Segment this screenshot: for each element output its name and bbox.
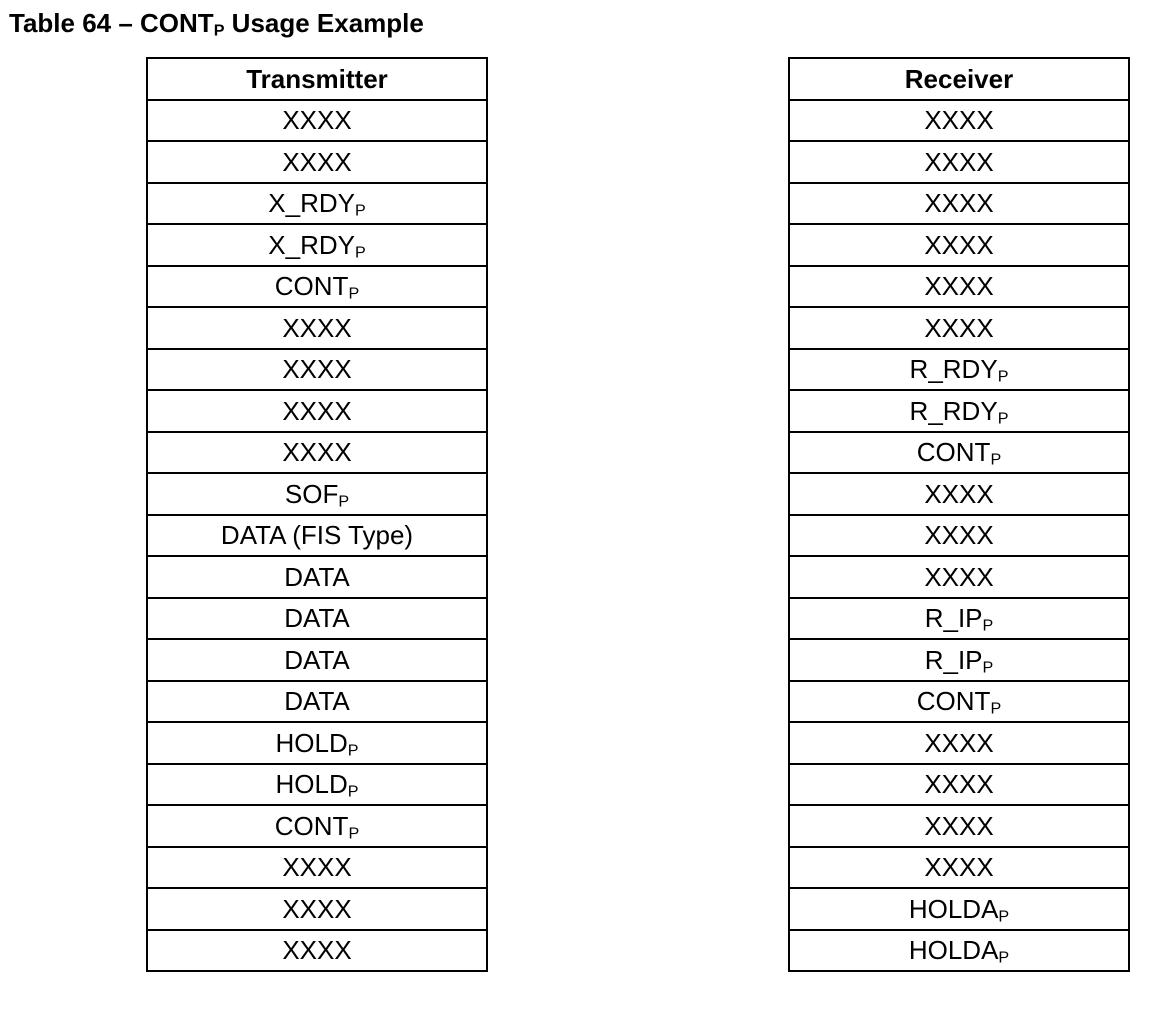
transmitter-cell <box>147 805 487 847</box>
table-caption-prefix: Table 64 – CONT <box>9 8 214 38</box>
transmitter-row <box>147 681 487 723</box>
receiver-row <box>789 141 1129 183</box>
transmitter-row <box>147 473 487 515</box>
receiver-row <box>789 805 1129 847</box>
transmitter-cell-text: XXXX <box>282 105 352 136</box>
transmitter-cell <box>147 930 487 972</box>
receiver-row <box>789 888 1129 930</box>
transmitter-cell <box>147 266 487 308</box>
receiver-cell-text: HOLDA <box>908 893 999 924</box>
transmitter-cell <box>147 141 487 183</box>
receiver-row <box>789 432 1129 474</box>
receiver-cell-text: XXXX <box>924 810 994 841</box>
transmitter-row <box>147 639 487 681</box>
transmitter-row <box>147 183 487 225</box>
receiver-cell-text: R_IP <box>924 644 983 675</box>
transmitter-row <box>147 224 487 266</box>
receiver-cell-subscript: P <box>990 450 1002 469</box>
receiver-cell-subscript: P <box>982 616 994 635</box>
table-caption-subscript: P <box>213 21 225 40</box>
receiver-cell <box>789 598 1129 640</box>
receiver-header-row <box>789 58 1129 100</box>
transmitter-cell-text: DATA <box>284 603 350 634</box>
table-caption <box>9 6 424 40</box>
receiver-cell-subscript: P <box>997 367 1009 386</box>
receiver-row <box>789 764 1129 806</box>
receiver-row <box>789 930 1129 972</box>
receiver-cell-subscript: P <box>990 699 1002 718</box>
receiver-cell <box>789 805 1129 847</box>
receiver-cell-subscript: P <box>997 409 1009 428</box>
receiver-cell-text: R_IP <box>924 603 983 634</box>
transmitter-table <box>146 57 488 972</box>
receiver-row <box>789 556 1129 598</box>
transmitter-row <box>147 266 487 308</box>
transmitter-cell-text: CONT <box>274 810 349 841</box>
transmitter-cell-text: XXXX <box>282 354 352 385</box>
receiver-row <box>789 307 1129 349</box>
receiver-cell-text: XXXX <box>924 105 994 136</box>
receiver-row <box>789 224 1129 266</box>
transmitter-cell-text: X_RDY <box>268 188 355 219</box>
transmitter-cell <box>147 556 487 598</box>
transmitter-cell-text: XXXX <box>282 395 352 426</box>
receiver-cell <box>789 639 1129 681</box>
transmitter-cell <box>147 847 487 889</box>
transmitter-cell <box>147 390 487 432</box>
transmitter-rows <box>147 100 487 972</box>
receiver-cell <box>789 390 1129 432</box>
receiver-cell <box>789 930 1129 972</box>
receiver-cell <box>789 432 1129 474</box>
transmitter-cell-text: DATA <box>284 644 350 675</box>
transmitter-row <box>147 515 487 557</box>
transmitter-cell-subscript: P <box>348 824 360 843</box>
receiver-cell-text: XXXX <box>924 478 994 509</box>
transmitter-row <box>147 764 487 806</box>
transmitter-cell-text: XXXX <box>282 312 352 343</box>
receiver-cell-text: XXXX <box>924 852 994 883</box>
receiver-cell-subscript: P <box>998 948 1010 967</box>
transmitter-cell <box>147 722 487 764</box>
transmitter-cell-text: CONT <box>274 271 349 302</box>
transmitter-cell <box>147 681 487 723</box>
receiver-cell <box>789 100 1129 142</box>
transmitter-cell-text: XXXX <box>282 935 352 966</box>
receiver-cell <box>789 681 1129 723</box>
transmitter-row <box>147 930 487 972</box>
receiver-row <box>789 515 1129 557</box>
receiver-cell <box>789 224 1129 266</box>
transmitter-cell-subscript: P <box>354 201 366 220</box>
transmitter-cell-subscript: P <box>354 243 366 262</box>
transmitter-cell <box>147 183 487 225</box>
receiver-cell <box>789 349 1129 391</box>
transmitter-cell-text: XXXX <box>282 893 352 924</box>
transmitter-cell <box>147 598 487 640</box>
receiver-cell-text: CONT <box>916 437 991 468</box>
transmitter-cell <box>147 224 487 266</box>
transmitter-cell-text: DATA <box>284 686 350 717</box>
receiver-cell-subscript: P <box>982 658 994 677</box>
receiver-rows <box>789 100 1129 972</box>
receiver-row <box>789 473 1129 515</box>
transmitter-cell-text: DATA (FIS Type) <box>220 520 414 551</box>
transmitter-cell-text: XXXX <box>282 146 352 177</box>
receiver-cell <box>789 556 1129 598</box>
receiver-cell <box>789 307 1129 349</box>
transmitter-cell <box>147 473 487 515</box>
table-caption-suffix: Usage Example <box>224 8 424 38</box>
transmitter-cell <box>147 888 487 930</box>
receiver-row <box>789 722 1129 764</box>
receiver-cell-text: XXXX <box>924 561 994 592</box>
receiver-row <box>789 598 1129 640</box>
receiver-cell <box>789 266 1129 308</box>
receiver-cell <box>789 473 1129 515</box>
transmitter-cell-text: X_RDY <box>268 229 355 260</box>
receiver-cell-text: XXXX <box>924 727 994 758</box>
receiver-row <box>789 847 1129 889</box>
receiver-cell-text: HOLDA <box>908 935 999 966</box>
receiver-cell-subscript: P <box>998 907 1010 926</box>
transmitter-cell <box>147 515 487 557</box>
transmitter-row <box>147 390 487 432</box>
transmitter-row <box>147 307 487 349</box>
receiver-cell <box>789 183 1129 225</box>
receiver-row <box>789 183 1129 225</box>
receiver-cell-text: XXXX <box>924 188 994 219</box>
receiver-cell <box>789 515 1129 557</box>
transmitter-cell-subscript: P <box>338 492 350 511</box>
receiver-cell-text: XXXX <box>924 312 994 343</box>
receiver-row <box>789 681 1129 723</box>
transmitter-cell-text: HOLD <box>275 769 348 800</box>
transmitter-row <box>147 598 487 640</box>
receiver-row <box>789 266 1129 308</box>
receiver-cell <box>789 141 1129 183</box>
transmitter-row <box>147 432 487 474</box>
receiver-cell-text: XXXX <box>924 769 994 800</box>
receiver-cell-text: R_RDY <box>909 395 998 426</box>
transmitter-cell-subscript: P <box>348 284 360 303</box>
receiver-row <box>789 390 1129 432</box>
transmitter-row <box>147 805 487 847</box>
receiver-cell-text: R_RDY <box>909 354 998 385</box>
transmitter-cell-text: XXXX <box>282 437 352 468</box>
transmitter-cell <box>147 764 487 806</box>
transmitter-cell-subscript: P <box>347 741 359 760</box>
receiver-cell <box>789 888 1129 930</box>
transmitter-cell-subscript: P <box>347 782 359 801</box>
transmitter-cell-text: HOLD <box>275 727 348 758</box>
receiver-cell-text: XXXX <box>924 146 994 177</box>
transmitter-row <box>147 722 487 764</box>
transmitter-cell <box>147 639 487 681</box>
receiver-cell <box>789 847 1129 889</box>
transmitter-row <box>147 847 487 889</box>
receiver-cell-text: XXXX <box>924 271 994 302</box>
transmitter-row <box>147 556 487 598</box>
receiver-row <box>789 639 1129 681</box>
transmitter-cell <box>147 432 487 474</box>
receiver-row <box>789 349 1129 391</box>
transmitter-cell <box>147 100 487 142</box>
receiver-header: Receiver <box>789 58 1129 100</box>
transmitter-row <box>147 349 487 391</box>
receiver-cell <box>789 722 1129 764</box>
transmitter-header-row <box>147 58 487 100</box>
receiver-cell-text: CONT <box>916 686 991 717</box>
receiver-cell <box>789 764 1129 806</box>
transmitter-row <box>147 888 487 930</box>
receiver-table <box>788 57 1130 972</box>
transmitter-cell <box>147 307 487 349</box>
transmitter-header: Transmitter <box>147 58 487 100</box>
transmitter-cell-text: DATA <box>284 561 350 592</box>
transmitter-cell-text: SOF <box>284 478 339 509</box>
transmitter-cell <box>147 349 487 391</box>
receiver-cell-text: XXXX <box>924 520 994 551</box>
transmitter-row <box>147 141 487 183</box>
transmitter-row <box>147 100 487 142</box>
receiver-row <box>789 100 1129 142</box>
receiver-cell-text: XXXX <box>924 229 994 260</box>
transmitter-cell-text: XXXX <box>282 852 352 883</box>
